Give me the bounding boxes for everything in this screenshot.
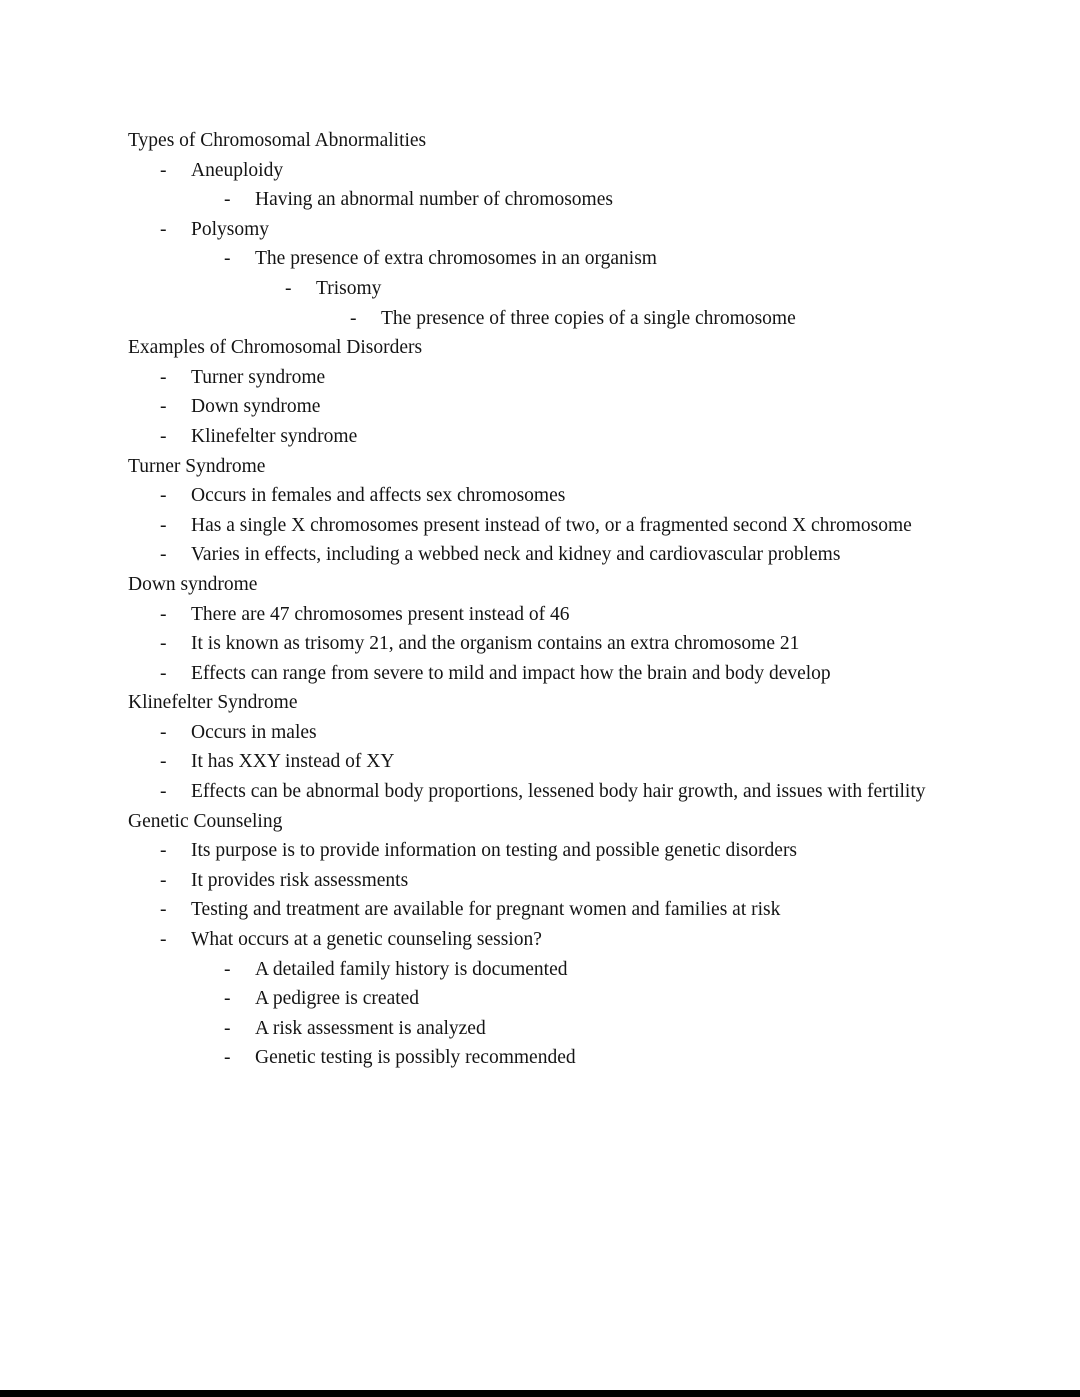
line-text: Its purpose is to provide information on testing and possible genetic disorders: [191, 840, 798, 862]
bullet-dash: -: [160, 396, 167, 418]
line-text: Types of Chromosomal Abnormalities: [128, 130, 427, 151]
outline-bullet: [160, 215, 950, 245]
bullet-dash: -: [160, 159, 167, 181]
bullet-dash: -: [160, 544, 167, 566]
outline-bullet: [160, 481, 950, 511]
line-text: Aneuploidy: [191, 159, 284, 181]
outline-heading: [128, 570, 950, 600]
bullet-dash: -: [160, 781, 167, 803]
outline-bullet: [160, 718, 950, 748]
bullet-dash: -: [224, 1047, 231, 1069]
line-text: Klinefelter Syndrome: [128, 692, 298, 714]
outline-heading: [128, 452, 950, 482]
line-text: Genetic Counseling: [128, 810, 283, 832]
line-text: There are 47 chromosomes present instead of 46: [191, 603, 570, 625]
line-text: Turner Syndrome: [128, 455, 266, 477]
bullet-dash: -: [224, 1017, 231, 1039]
outline-heading: [128, 807, 950, 837]
bullet-dash: -: [160, 218, 167, 240]
line-text: Examples of Chromosomal Disorders: [128, 337, 423, 359]
bullet-dash: -: [285, 277, 292, 299]
outline-bullet: [160, 392, 950, 422]
line-text: Polysomy: [191, 218, 270, 240]
bullet-dash: -: [160, 869, 167, 891]
line-text: A detailed family history is documented: [255, 958, 568, 980]
page-bottom-edge: [0, 1390, 1080, 1397]
outline-bullet: [160, 156, 950, 186]
line-text: The presence of three copies of a single chromosome: [381, 307, 796, 329]
line-text: The presence of extra chromosomes in an organism: [255, 248, 657, 270]
document-content: [128, 126, 950, 1073]
outline-bullet: [224, 185, 950, 215]
line-text: A pedigree is created: [255, 988, 420, 1010]
bullet-dash: -: [224, 988, 231, 1010]
line-text: It has XXY instead of XY: [191, 751, 395, 773]
line-text: Effects can be abnormal body proportions, lessened body hair growth, and issues with fertility: [191, 781, 926, 803]
line-text: What occurs at a genetic counseling session?: [191, 929, 542, 951]
outline-bullet: [160, 895, 950, 925]
bullet-dash: -: [160, 929, 167, 951]
outline-bullet: [160, 363, 950, 393]
line-text: Effects can range from severe to mild and impact how the brain and body develop: [191, 662, 831, 684]
outline-bullet: [160, 836, 950, 866]
bullet-dash: -: [160, 721, 167, 743]
line-text: It provides risk assessments: [191, 869, 409, 891]
line-text: Having an abnormal number of chromosomes: [255, 189, 613, 211]
bullet-dash: -: [160, 633, 167, 655]
bullet-dash: -: [224, 189, 231, 211]
line-text: Occurs in females and affects sex chromosomes: [191, 485, 566, 507]
outline-bullet: [224, 1043, 950, 1073]
outline-bullet: [160, 925, 950, 955]
line-text: Klinefelter syndrome: [191, 425, 358, 447]
outline-bullet: [160, 422, 950, 452]
bullet-dash: -: [160, 603, 167, 625]
outline-bullet: [350, 304, 950, 334]
line-text: Down syndrome: [128, 573, 258, 595]
outline-bullet: [285, 274, 950, 304]
line-text: Down syndrome: [191, 396, 321, 418]
outline-bullet: [160, 540, 950, 570]
outline-heading: [128, 688, 950, 718]
outline-bullet: [224, 244, 950, 274]
bullet-dash: -: [160, 899, 167, 921]
outline-bullet: [160, 511, 950, 541]
bullet-dash: -: [350, 307, 357, 329]
outline-heading: [128, 126, 950, 156]
outline-bullet: [160, 747, 950, 777]
line-text: Turner syndrome: [191, 366, 326, 388]
bullet-dash: -: [160, 425, 167, 447]
bullet-dash: -: [224, 958, 231, 980]
line-text: Varies in effects, including a webbed neck and kidney and cardiovascular problems: [191, 544, 841, 566]
outline-bullet: [160, 629, 950, 659]
line-text: Occurs in males: [191, 721, 317, 743]
outline-bullet: [160, 777, 950, 807]
bullet-dash: -: [160, 662, 167, 684]
outline-bullet: [224, 1014, 950, 1044]
outline-bullet: [160, 659, 950, 689]
outline-bullet: [160, 600, 950, 630]
line-text: It is known as trisomy 21, and the organism contains an extra chromosome 21: [191, 633, 800, 655]
bullet-dash: -: [160, 840, 167, 862]
outline-heading: [128, 333, 950, 363]
line-text: Has a single X chromosomes present instead of two, or a fragmented second X chromosome: [191, 514, 912, 536]
bullet-dash: -: [160, 514, 167, 536]
outline-bullet: [160, 866, 950, 896]
outline-bullet: [224, 984, 950, 1014]
bullet-dash: -: [160, 366, 167, 388]
bullet-dash: -: [224, 248, 231, 270]
line-text: Genetic testing is possibly recommended: [255, 1047, 576, 1069]
outline-bullet: [224, 955, 950, 985]
bullet-dash: -: [160, 485, 167, 507]
bullet-dash: -: [160, 751, 167, 773]
line-text: A risk assessment is analyzed: [255, 1017, 486, 1039]
line-text: Testing and treatment are available for pregnant women and families at risk: [191, 899, 781, 921]
line-text: Trisomy: [316, 277, 382, 299]
